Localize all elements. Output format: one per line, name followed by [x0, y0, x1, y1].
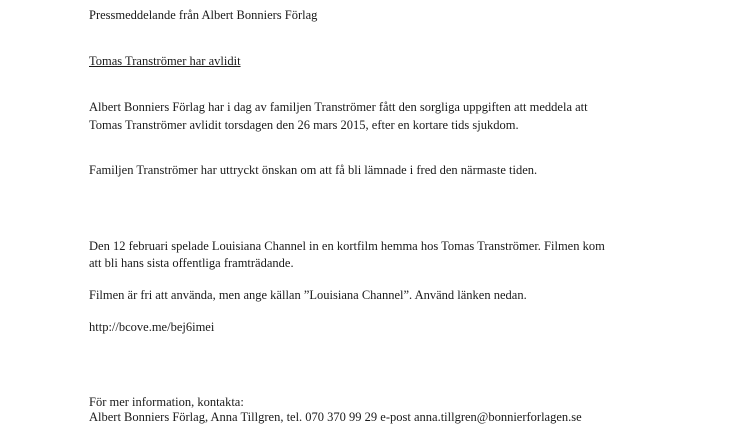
document-title: Tomas Tranströmer har avlidit	[89, 54, 241, 68]
film-link[interactable]: http://bcove.me/bej6imei	[89, 320, 215, 334]
contact-line: Albert Bonniers Förlag, Anna Tillgren, tel. 070 370 99 29 e-post anna.tillgren@bonnierforlagen.se	[89, 410, 582, 424]
paragraph-3-line-2: att bli hans sista offentliga framträdande.	[89, 256, 294, 270]
paragraph-1-line-1: Albert Bonniers Förlag har i dag av familjen Tranströmer fått den sorgliga uppgiften att meddela att	[89, 100, 588, 114]
press-release-header: Pressmeddelande från Albert Bonniers Förlag	[89, 8, 318, 22]
paragraph-1-line-2: Tomas Tranströmer avlidit torsdagen den 26 mars 2015, efter en kortare tids sjukdom.	[89, 118, 519, 132]
paragraph-4: Filmen är fri att använda, men ange källan ”Louisiana Channel”. Använd länken nedan.	[89, 288, 527, 302]
paragraph-3-line-1: Den 12 februari spelade Louisiana Channel in en kortfilm hemma hos Tomas Tranströmer. Filmen kom	[89, 239, 605, 253]
contact-heading: För mer information, kontakta:	[89, 395, 244, 409]
paragraph-2: Familjen Tranströmer har uttryckt önskan om att få bli lämnade i fred den närmaste tiden.	[89, 163, 538, 177]
